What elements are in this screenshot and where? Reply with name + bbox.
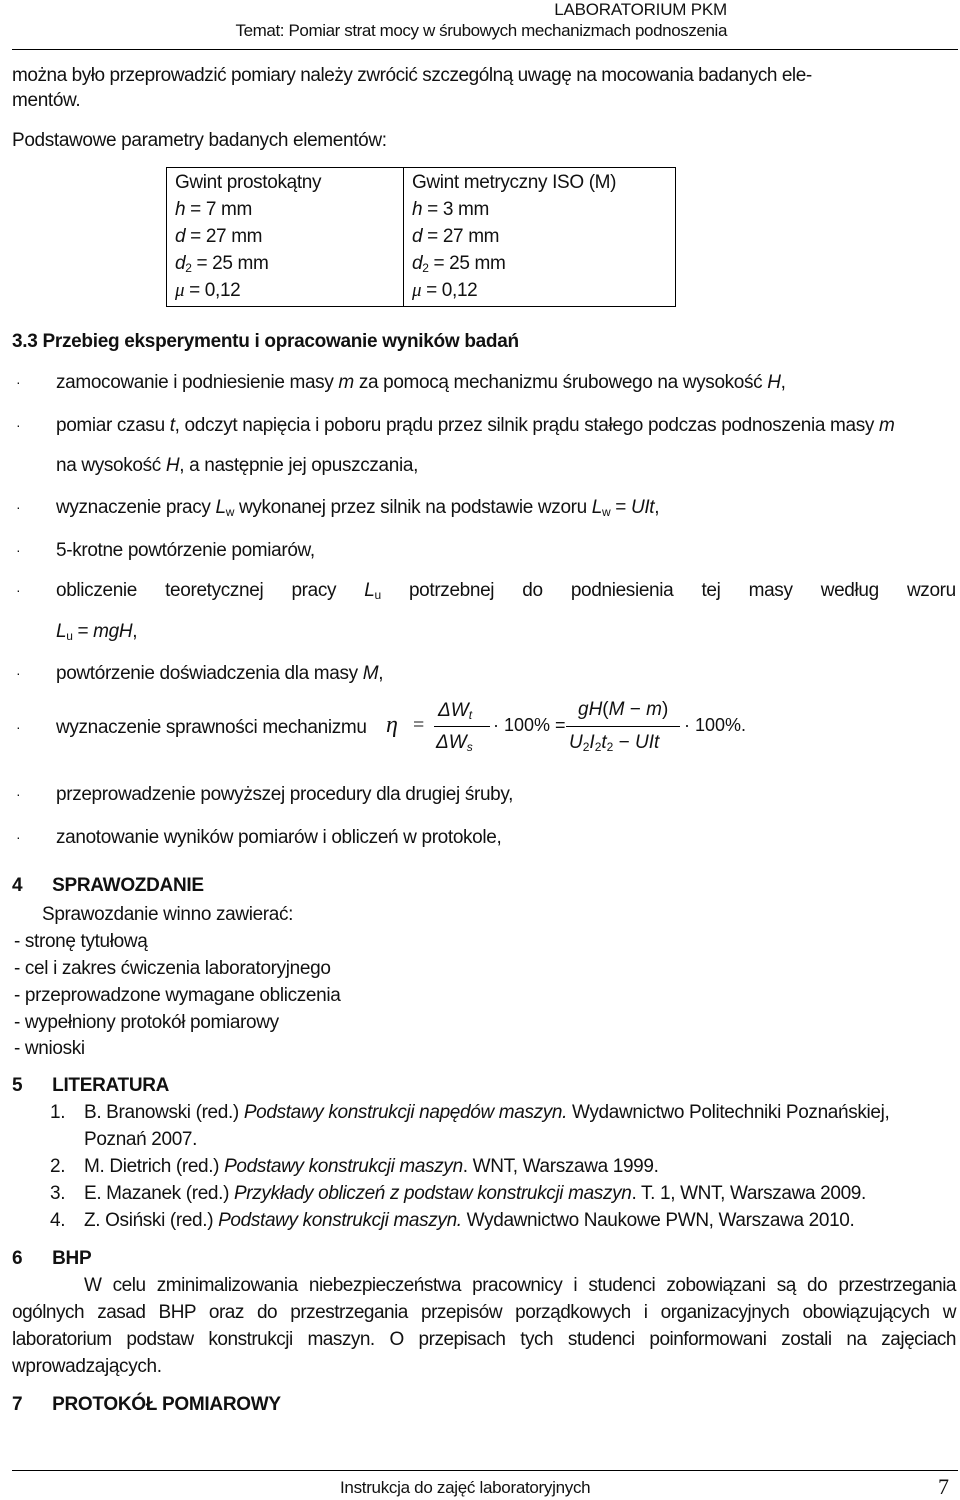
bullet-dot: · <box>16 542 21 558</box>
section-6-title: 6 BHP <box>12 1248 92 1269</box>
step-1: zamocowanie i podniesienie masy m za pomocą mechanizmu śrubowego na wysokość H, <box>56 372 786 393</box>
fraction-1-numerator: $\Delta W_t$ <box>438 700 473 722</box>
bhp-line-2: ogólnych zasad BHP oraz do przestrzegania przepisów porządkowych i organizacyjnych obowiązujących w <box>12 1302 956 1323</box>
report-intro: Sprawozdanie winno zawierać: <box>42 904 294 925</box>
reference-4: Z. Osiński (red.) Podstawy konstrukcji maszyn. Wydawnictwo Naukowe PWN, Warszawa 2010. <box>84 1210 855 1231</box>
step-6: powtórzenie doświadczenia dla masy M, <box>56 663 384 684</box>
col-rectangular-thread <box>167 168 404 307</box>
col2-h: h = 3 mm <box>412 199 489 220</box>
header-topic: Temat: Pomiar strat mocy w śrubowych mechanizmach podnoszenia <box>235 21 727 40</box>
report-item: - przeprowadzone wymagane obliczenia <box>14 985 341 1006</box>
intro-line-2: mentów. <box>12 90 81 111</box>
col1-d2: $d_2 = 25$ mm <box>175 253 269 275</box>
col1-h: h = 7 mm <box>175 199 252 220</box>
fraction-1-denominator: $\Delta W_s$ <box>436 732 473 754</box>
eta-symbol: η <box>386 712 398 738</box>
multiplier-2: · 100%. <box>684 715 747 735</box>
footer-rule <box>12 1470 958 1471</box>
page-number: 7 <box>938 1474 949 1499</box>
bullet-dot: · <box>16 829 21 845</box>
params-title: Podstawowe parametry badanych elementów: <box>12 130 387 151</box>
ref-number: 3. <box>50 1183 66 1204</box>
col1-d: d = 27 mm <box>175 226 263 247</box>
col2-title: Gwint metryczny ISO (M) <box>412 172 617 193</box>
bhp-line-3: laboratorium podstaw konstrukcji maszyn. O przepisach tych studenci poinformowani zostali na zajęciach <box>12 1329 956 1350</box>
step-7: wyznaczenie sprawności mechanizmu <box>56 717 367 738</box>
col1-title: Gwint prostokątny <box>175 172 322 193</box>
report-item: - stronę tytułową <box>14 931 148 952</box>
bullet-dot: · <box>16 417 21 433</box>
fraction-1-bar <box>434 726 490 727</box>
bullet-dot: · <box>16 374 21 390</box>
step-4: 5-krotne powtórzenie pomiarów, <box>56 540 315 561</box>
step-9: zanotowanie wyników pomiarów i obliczeń w protokole, <box>56 827 502 848</box>
step-5-line-2: $L_u$ = mgH, <box>56 621 138 643</box>
section-4-title: 4 SPRAWOZDANIE <box>12 875 204 896</box>
report-item: - wypełniony protokół pomiarowy <box>14 1012 279 1033</box>
section-7-title: 7 PROTOKÓŁ POMIAROWY <box>12 1394 281 1415</box>
reference-1: B. Branowski (red.) Podstawy konstrukcji napędów maszyn. Wydawnictwo Politechniki Poznańskiej, <box>84 1102 890 1123</box>
fraction-2-bar <box>566 726 680 727</box>
header-rule <box>12 49 958 50</box>
footer-text: Instrukcja do zajęć laboratoryjnych <box>340 1478 591 1497</box>
col2-d2: $d_2 = 25$ mm <box>412 253 506 275</box>
ref-number: 1. <box>50 1102 66 1123</box>
col1-mu: μ = 0,12 <box>175 280 241 301</box>
col-metric-thread <box>404 168 676 307</box>
ref-number: 4. <box>50 1210 66 1231</box>
col2-mu: μ = 0,12 <box>412 280 478 301</box>
bullet-dot: · <box>16 665 21 681</box>
section-5-title: 5 LITERATURA <box>12 1075 170 1096</box>
reference-3: E. Mazanek (red.) Przykłady obliczeń z podstaw konstrukcji maszyn. T. 1, WNT, Warszawa 2009. <box>84 1183 866 1204</box>
step-5-line-1: obliczenie teoretycznej pracy $L_u$ potrzebnej do podniesienia tej masy według wzoru <box>56 580 956 602</box>
intro-line-1: można było przeprowadzić pomiary należy zwrócić szczególną uwagę na mocowania badanych ele- <box>12 65 812 86</box>
step-8: przeprowadzenie powyższej procedury dla drugiej śruby, <box>56 784 514 805</box>
header-lab-title: LABORATORIUM PKM <box>554 0 727 19</box>
reference-2: M. Dietrich (red.) Podstawy konstrukcji maszyn. WNT, Warszawa 1999. <box>84 1156 659 1177</box>
bullet-dot: · <box>16 719 21 735</box>
fraction-2-denominator: $U_2I_2t_2$ − UIt <box>569 732 660 754</box>
reference-1-cont: Poznań 2007. <box>84 1129 198 1150</box>
report-item: - wnioski <box>14 1038 85 1059</box>
parameters-table <box>166 167 676 307</box>
bullet-dot: · <box>16 582 21 598</box>
equals-sign: = <box>413 714 425 736</box>
step-2-line-2: na wysokość H, a następnie jej opuszczania, <box>56 455 419 476</box>
bullet-dot: · <box>16 786 21 802</box>
step-2-line-1: pomiar czasu t, odczyt napięcia i poboru prądu przez silnik prądu stałego podczas podnoszenia masy m <box>56 415 895 436</box>
bullet-dot: · <box>16 499 21 515</box>
ref-number: 2. <box>50 1156 66 1177</box>
section-3-3-title: 3.3 Przebieg eksperymentu i opracowanie wyników badań <box>12 331 519 352</box>
col2-d: d = 27 mm <box>412 226 500 247</box>
report-item: - cel i zakres ćwiczenia laboratoryjnego <box>14 958 331 979</box>
multiplier-1: · 100% = <box>493 715 566 735</box>
step-3: wyznaczenie pracy $L_w$ wykonanej przez silnik na podstawie wzoru $L_w$ = UIt, <box>56 497 660 519</box>
bhp-line-1: W celu zminimalizowania niebezpieczeństwa pracownicy i studenci zobowiązani są do przestrzegania <box>84 1275 956 1296</box>
fraction-2-numerator: gH(M − m) <box>578 699 669 720</box>
bhp-line-4: wprowadzających. <box>12 1356 162 1377</box>
